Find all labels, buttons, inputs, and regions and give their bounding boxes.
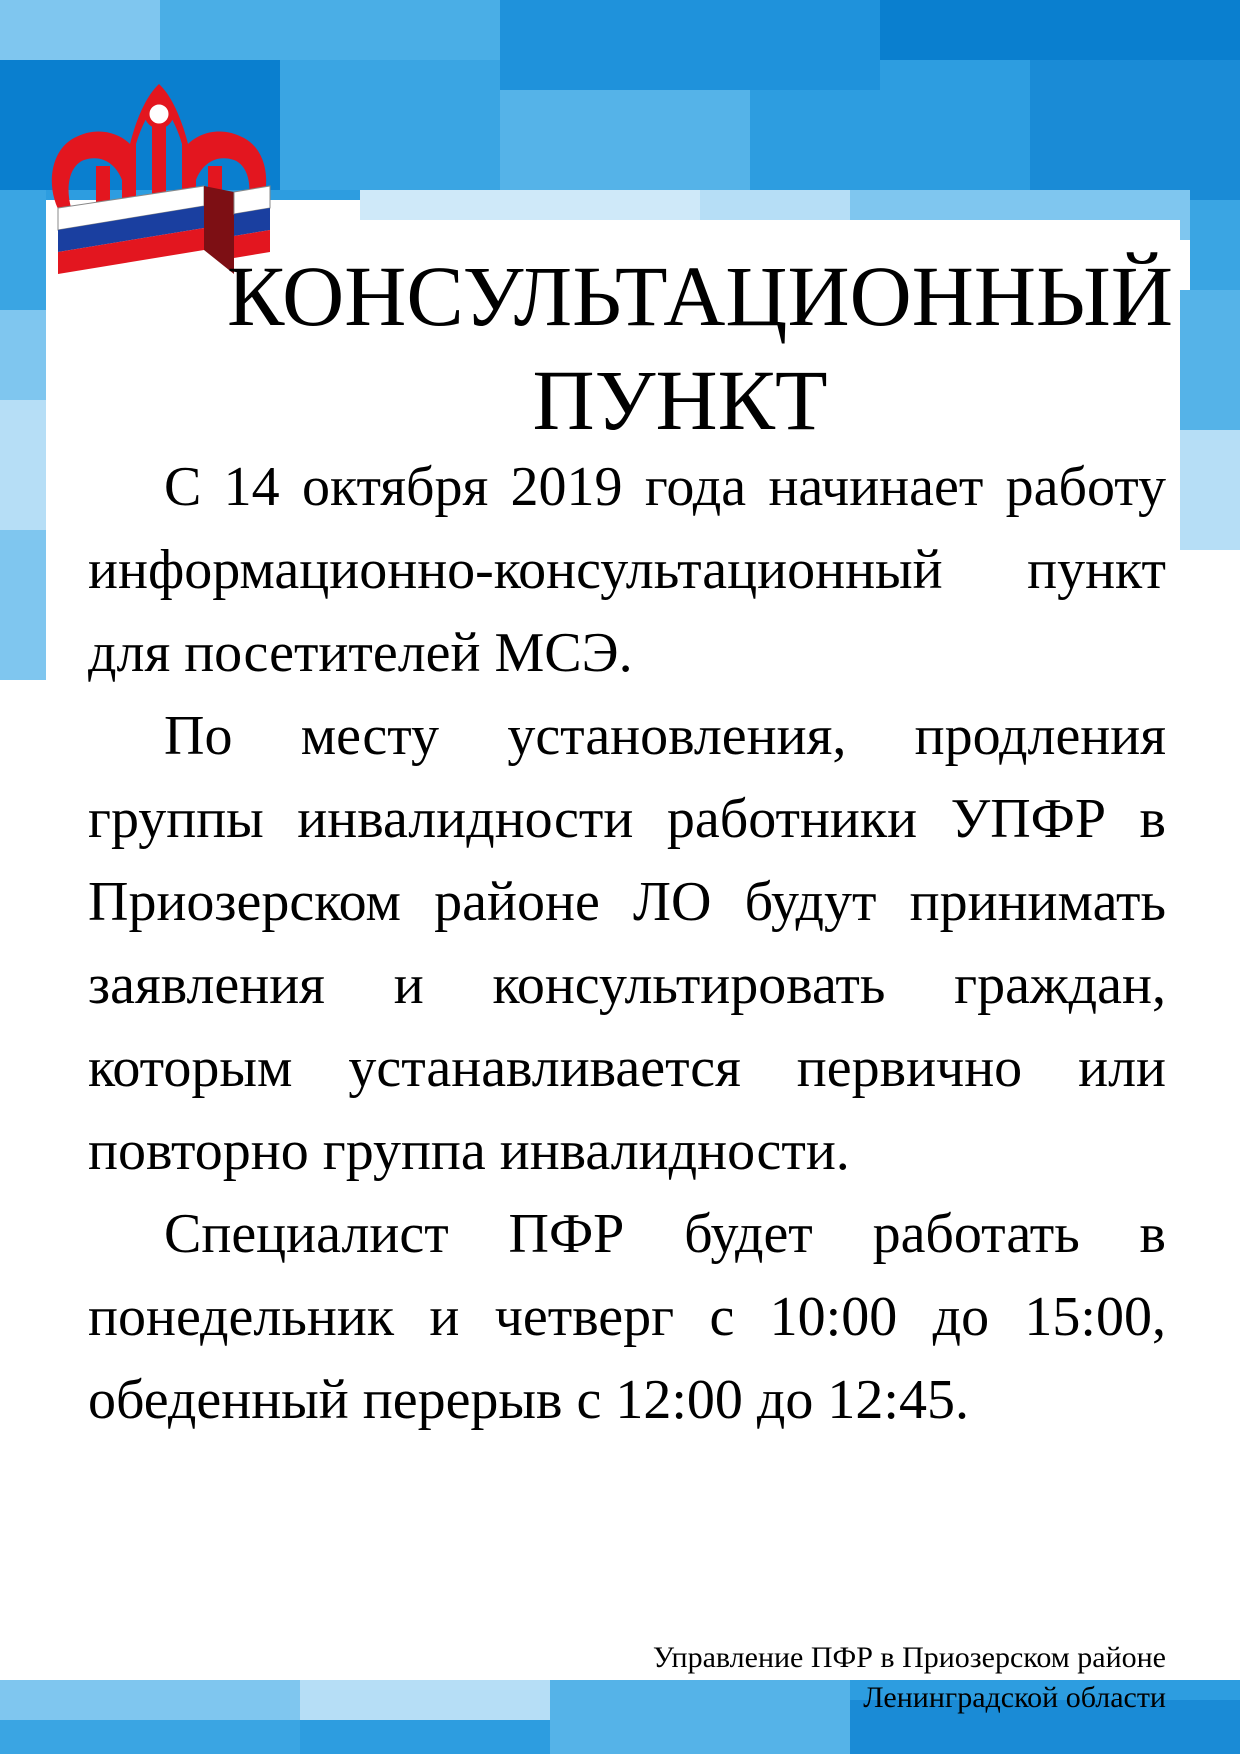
title-line-1: КОНСУЛЬТАЦИОННЫЙ (226, 248, 1174, 344)
footer-line-1: Управление ПФР в Приозерском районе (652, 1641, 1166, 1674)
footer-line-2: Ленинградской области (863, 1681, 1166, 1714)
paragraph-start-date: С 14 октября 2019 года начинает работу информационно-консультационный пункт для посетителей МСЭ. (88, 456, 1166, 684)
announcement-body (88, 446, 1166, 1442)
paragraph-schedule: Специалист ПФР будет работать в понедельник и четверг с 10:00 до 15:00, обеденный перерыв с 12:00 до 12:45. (88, 1203, 1166, 1431)
title-line-2: ПУНКТ (532, 352, 828, 448)
paragraph-services: По месту установления, продления группы инвалидности работники УПФР в Приозерском районе ЛО будут принимать заявления и консультировать граждан, которым устанавливается первично или повторно группа инвалидности. (88, 705, 1166, 1182)
footer-signature (653, 1638, 1166, 1718)
